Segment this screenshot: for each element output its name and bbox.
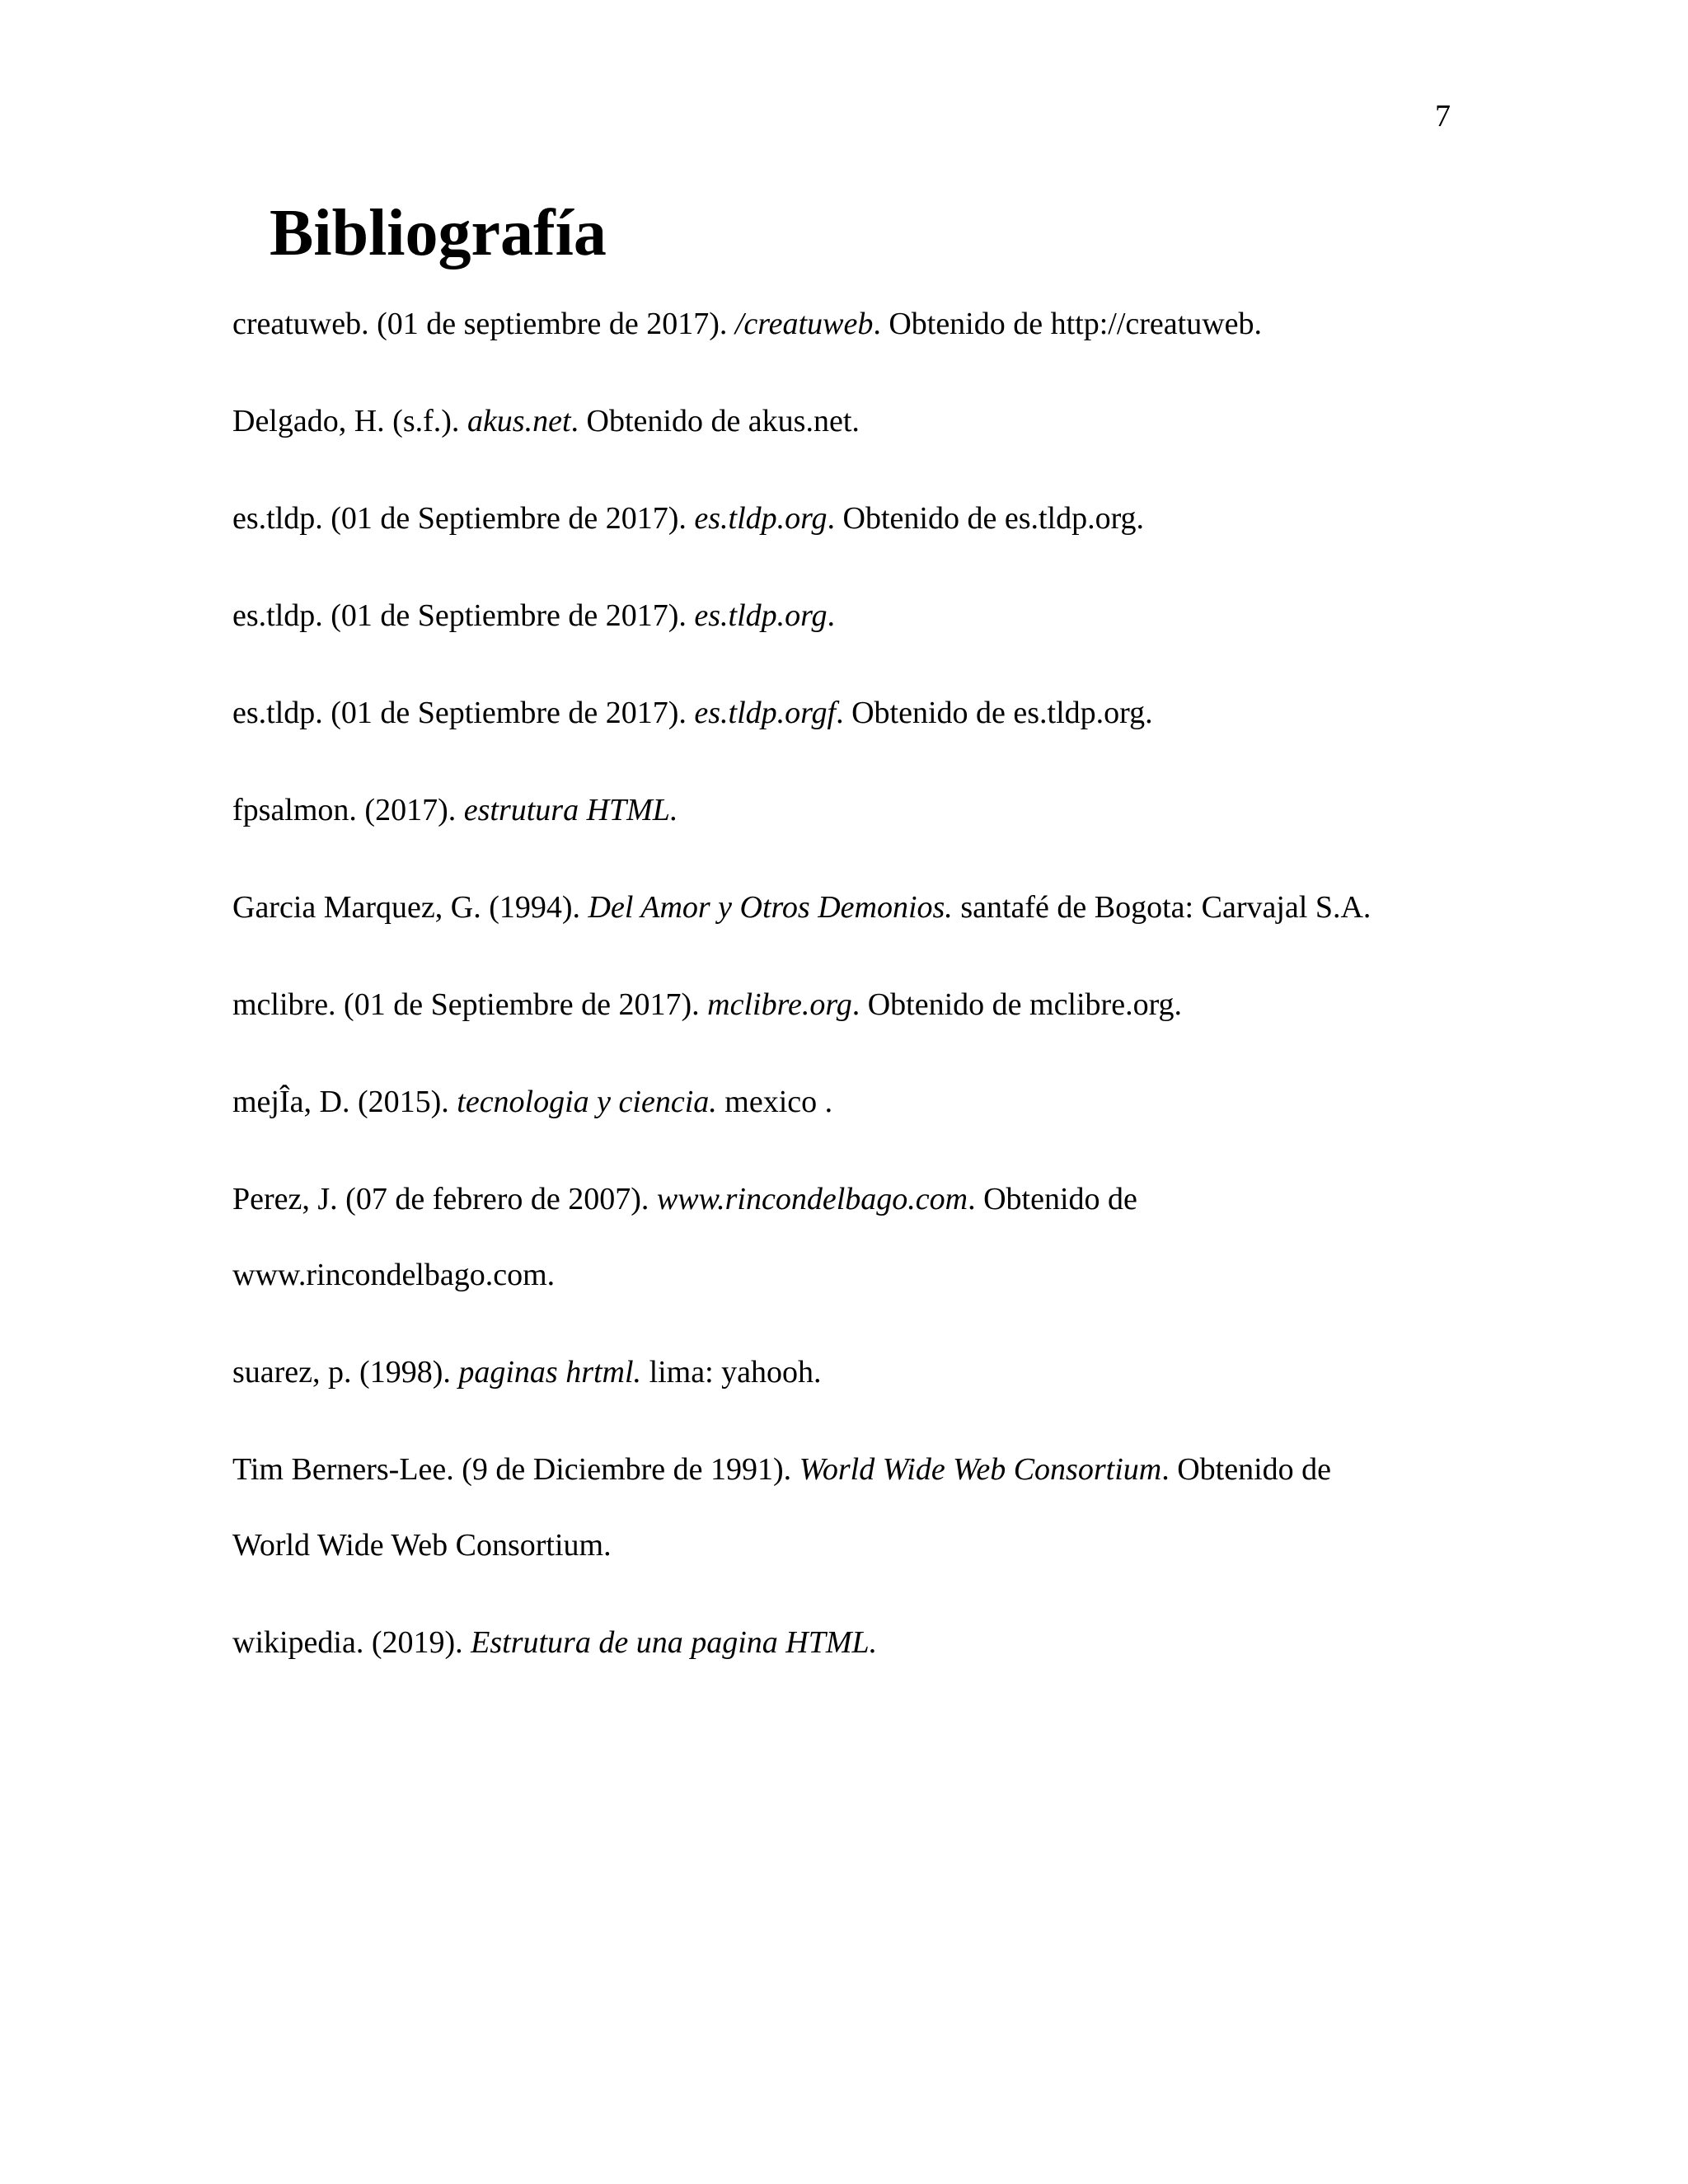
bibliography-entry [232, 1083, 1469, 1121]
entry-author-date: es.tldp. (01 de Septiembre de 2017). [232, 501, 695, 536]
bibliography-entry [232, 597, 1469, 635]
bibliography-entry [232, 1451, 1469, 1564]
entry-source: . Obtenido de es.tldp.org. [836, 696, 1153, 730]
entry-continuation: World Wide Web Consortium. [232, 1528, 612, 1563]
entry-continuation: www.rincondelbago.com. [232, 1258, 556, 1292]
page-number: 7 [1435, 99, 1451, 134]
entry-author-date: Tim Berners-Lee. (9 de Diciembre de 1991). [232, 1452, 799, 1487]
entry-title: akus.net [467, 404, 571, 438]
bibliography-list [232, 305, 1469, 1721]
entry-title: paginas hrtml. [458, 1355, 642, 1390]
entry-title: es.tldp.org [694, 501, 828, 536]
entry-source: . Obtenido de [1161, 1452, 1331, 1487]
entry-author-date: mejÎa, D. (2015). [232, 1085, 457, 1119]
entry-source: . [827, 598, 836, 633]
entry-title: /creatuweb [734, 307, 874, 341]
entry-source: . Obtenido de akus.net. [570, 404, 860, 438]
bibliography-entry [232, 986, 1469, 1024]
entry-title: www.rincondelbago.com [656, 1182, 968, 1216]
entry-title: es.tldp.org [694, 598, 828, 633]
entry-title: Del Amor y Otros Demonios. [588, 890, 953, 925]
entry-author-date: wikipedia. (2019). [232, 1625, 471, 1660]
entry-author-date: suarez, p. (1998). [232, 1355, 459, 1390]
bibliography-entry [232, 499, 1469, 537]
entry-source: . Obtenido de es.tldp.org. [827, 501, 1145, 536]
bibliography-entry [232, 1624, 1469, 1661]
entry-author-date: mclibre. (01 de Septiembre de 2017). [232, 987, 708, 1022]
page-title: Bibliografía [270, 197, 607, 269]
entry-source: . Obtenido de http://creatuweb. [873, 307, 1263, 341]
bibliography-entry [232, 305, 1469, 343]
entry-author-date: es.tldp. (01 de Septiembre de 2017). [232, 598, 695, 633]
entry-source: santafé de Bogota: Carvajal S.A. [952, 890, 1372, 925]
entry-author-date: Perez, J. (07 de febrero de 2007). [232, 1182, 657, 1216]
entry-source: mexico . [716, 1085, 833, 1119]
entry-author-date: Garcia Marquez, G. (1994). [232, 890, 588, 925]
bibliography-entry [232, 888, 1469, 926]
entry-author-date: es.tldp. (01 de Septiembre de 2017). [232, 696, 695, 730]
entry-source: . Obtenido de mclibre.org. [851, 987, 1183, 1022]
bibliography-entry [232, 1353, 1469, 1391]
bibliography-entry [232, 694, 1469, 732]
entry-title: Estrutura de una pagina HTML. [471, 1625, 878, 1660]
entry-title: estrutura HTML. [463, 793, 678, 827]
entry-source: . Obtenido de [968, 1182, 1137, 1216]
entry-source: lima: yahooh. [641, 1355, 822, 1390]
entry-author-date: creatuweb. (01 de septiembre de 2017). [232, 307, 735, 341]
bibliography-entry [232, 1180, 1469, 1294]
entry-title: World Wide Web Consortium [799, 1452, 1162, 1487]
entry-title: es.tldp.orgf [694, 696, 837, 730]
bibliography-entry [232, 791, 1469, 829]
entry-author-date: Delgado, H. (s.f.). [232, 404, 467, 438]
entry-author-date: fpsalmon. (2017). [232, 793, 464, 827]
bibliography-entry [232, 402, 1469, 440]
entry-title: mclibre.org [707, 987, 852, 1022]
entry-title: tecnologia y ciencia. [457, 1085, 717, 1119]
